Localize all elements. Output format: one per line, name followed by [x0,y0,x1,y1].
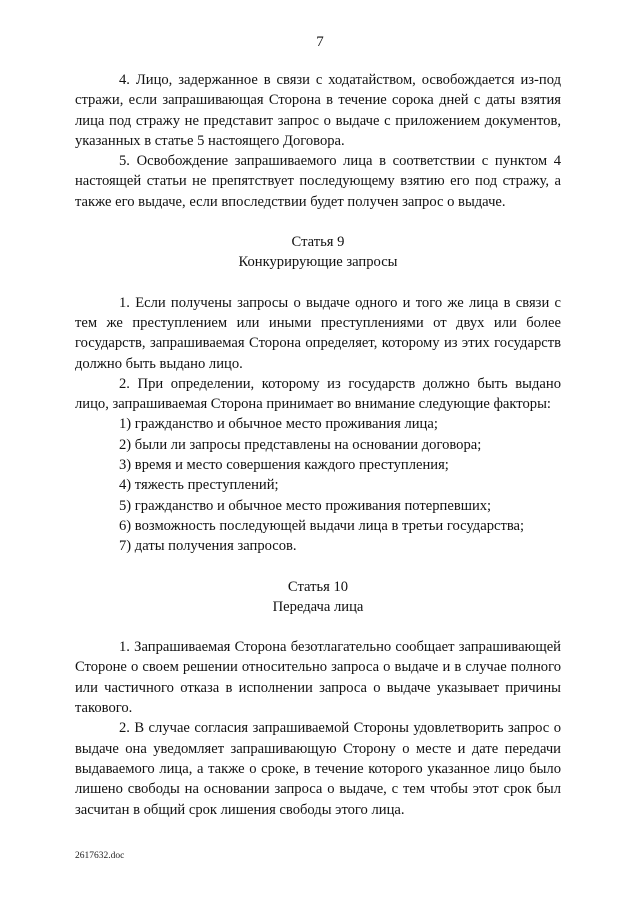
paragraph-4: 4. Лицо, задержанное в связи с ходатайством, освобождается из-под стражи, если запрашивающая Сторона в течение сорока дней с даты взятия лица под стражу не представит запрос о выдаче с приложением документов, указанных в статье 5 настоящего Договора. [75,72,561,149]
factor-item: 5) гражданство и обычное место проживания потерпевших; [119,497,492,514]
document-body [75,70,561,820]
article-9-number: Статья 9 [291,234,345,251]
article-9-paragraph-2: 2. При определении, которому из государств должно быть выдано лицо, запрашиваемая Сторона принимает во внимание следующие факторы: [75,375,561,413]
factor-item: 3) время и место совершения каждого преступления; [119,457,449,474]
page-number: 7 [316,34,324,50]
footer-doc-id: 2617632.doc [75,851,125,861]
factor-item: 6) возможность последующей выдачи лица в третьи государства; [119,517,525,534]
article-9-paragraph-1: 1. Если получены запросы о выдаче одного и того же лица в связи с тем же преступлением или иными преступлениями от двух или более государств, запрашиваемая Сторона определяет, которому из этих государств должно быть выдано лицо. [75,294,561,372]
factor-item: 1) гражданство и обычное место проживания лица; [119,416,438,433]
article-10-number: Статья 10 [287,578,349,595]
article-10-paragraph-2: 2. В случае согласия запрашиваемой Стороны удовлетворить запрос о выдаче она уведомляет запрашивающую Сторону о месте и дате передачи выдаваемого лица, а также о сроке, в течение которого указанное лицо было лишено свободы на основании запроса о выдаче, с тем чтобы этот срок был засчитан в общий срок лишения свободы этого лица. [75,720,561,818]
article-9-title: Конкурирующие запросы [238,254,398,271]
factor-item: 7) даты получения запросов. [119,538,297,555]
paragraph-5: 5. Освобождение запрашиваемого лица в соответствии с пунктом 4 настоящей статьи не препятствует последующему взятию его под стражу, а также его выдаче, если впоследствии будет получен запрос о выдаче. [75,153,561,210]
factor-item: 4) тяжесть преступлений; [119,477,279,494]
article-10-paragraph-1: 1. Запрашиваемая Сторона безотлагательно сообщает запрашивающей Стороне о своем решении относительно запроса о выдаче и в случае полного или частичного отказа в исполнении запроса о выдаче указывает причины такового. [75,639,561,717]
article-10-title: Передача лица [272,598,364,615]
factor-item: 2) были ли запросы представлены на основании договора; [119,436,482,453]
